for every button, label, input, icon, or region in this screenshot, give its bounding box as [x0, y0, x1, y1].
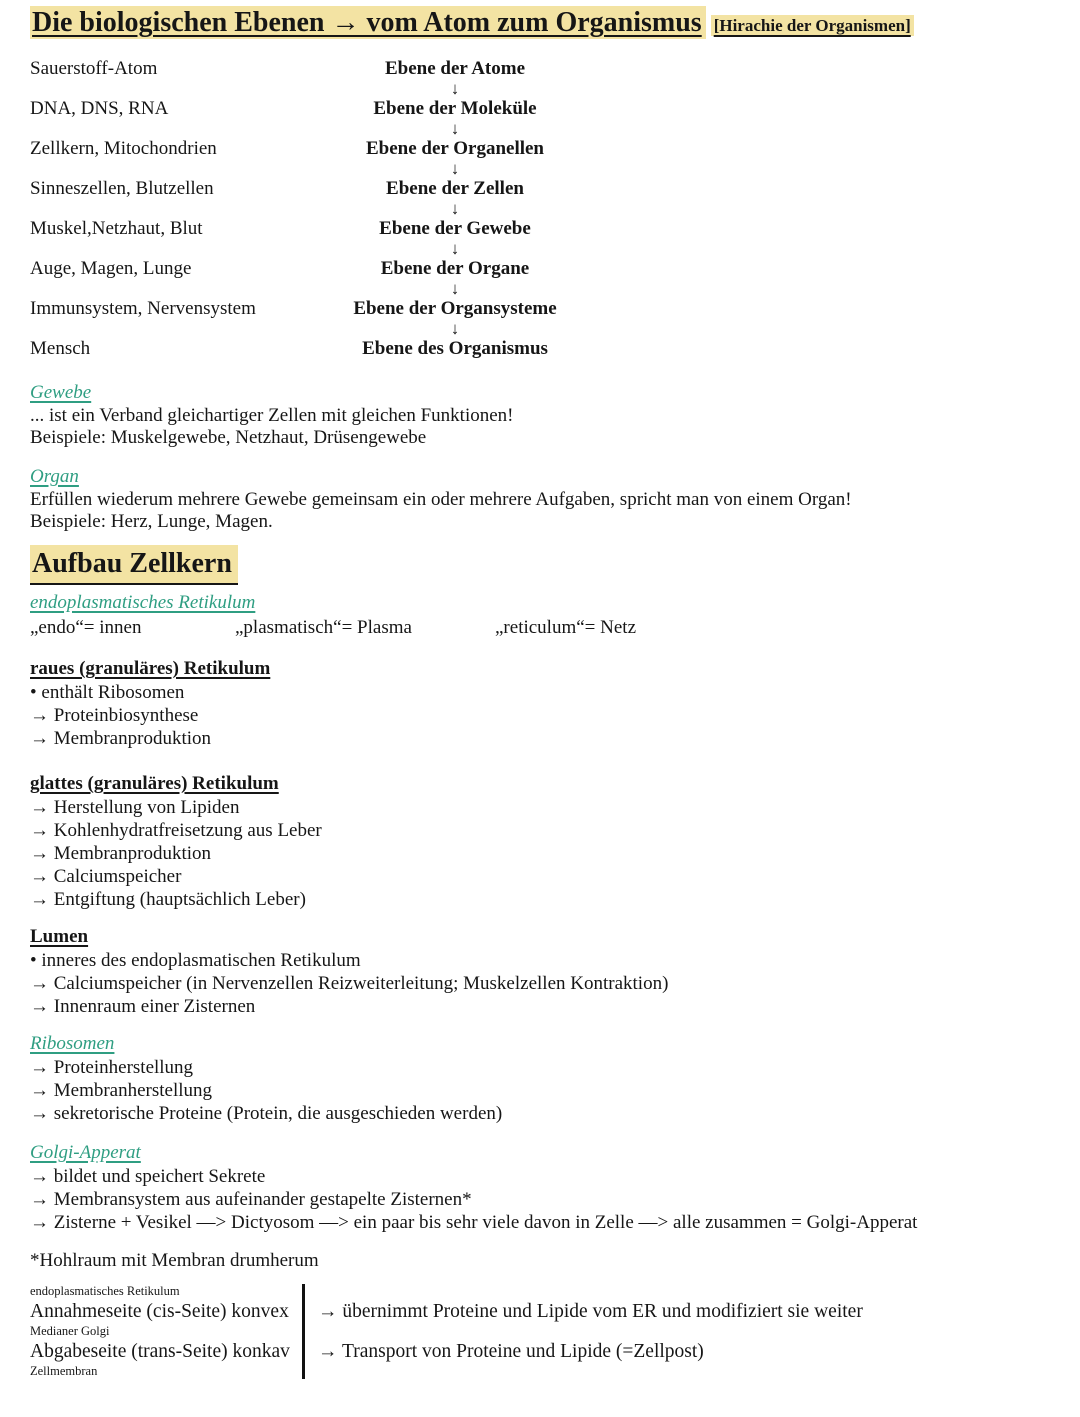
- hierarchy-level: Ebene der Organe: [380, 258, 530, 279]
- hierarchy-level: Ebene der Gewebe: [379, 218, 531, 239]
- section-heading-aufbau-zellkern: [30, 545, 1050, 585]
- down-arrow-icon: ↓: [450, 319, 460, 338]
- table-row: → übernimmt Proteine und Lipide vom ER und modifiziert sie weiter: [318, 1301, 863, 1322]
- down-arrow-icon: ↓: [450, 239, 460, 258]
- golgi-table-right-column: [305, 1284, 863, 1379]
- list-item: → Kohlenhydratfreisetzung aus Leber: [30, 820, 322, 841]
- table-row: → Transport von Proteine und Lipide (=Zellpost): [318, 1341, 704, 1362]
- spacer: [30, 239, 335, 258]
- section-heading-lumen: Lumen: [30, 926, 89, 947]
- golgi-table-left-column: [30, 1284, 302, 1379]
- section-heading-glattes: glattes (granuläres) Retikulum: [30, 773, 279, 794]
- page-title-note: [Hirachie der Organismen]: [711, 15, 914, 36]
- hierarchy-example: Muskel,Netzhaut, Blut: [30, 218, 203, 239]
- hierarchy-level: Ebene des Organismus: [362, 338, 548, 359]
- spacer: [30, 119, 335, 138]
- hierarchy-example: Zellkern, Mitochondrien: [30, 138, 217, 159]
- table-row: Annahmeseite (cis-Seite) konvex: [30, 1301, 289, 1322]
- list-item: → Zisterne + Vesikel —> Dictyosom —> ein paar bis sehr viele davon in Zelle —> alle zusammen = Golgi-Apperat: [30, 1212, 918, 1233]
- list-item: → Membransystem aus aufeinander gestapelte Zisternen*: [30, 1189, 472, 1210]
- list-item: → Membranproduktion: [30, 728, 212, 749]
- list-item: → Entgiftung (hauptsächlich Leber): [30, 889, 306, 910]
- spacer: [30, 79, 335, 98]
- hierarchy-example: Mensch: [30, 338, 91, 359]
- aufbau-zellkern-text: Aufbau Zellkern: [30, 545, 238, 585]
- list-item: → Herstellung von Lipiden: [30, 797, 240, 818]
- hierarchy-example: Sinneszellen, Blutzellen: [30, 178, 214, 199]
- page-title: [30, 5, 914, 44]
- hierarchy-level: Ebene der Organsysteme: [353, 298, 557, 319]
- hierarchy-level: Ebene der Organellen: [365, 138, 545, 159]
- list-item: → Proteinherstellung: [30, 1057, 194, 1078]
- section-heading-er: endoplasmatisches Retikulum: [30, 592, 256, 613]
- footnote: *Hohlraum mit Membran drumherum: [30, 1250, 319, 1271]
- hierarchy-example: Auge, Magen, Lunge: [30, 258, 192, 279]
- down-arrow-icon: ↓: [450, 119, 460, 138]
- gewebe-examples: Beispiele: Muskelgewebe, Netzhaut, Drüsengewebe: [30, 427, 427, 448]
- down-arrow-icon: ↓: [450, 159, 460, 178]
- organ-definition: Erfüllen wiederum mehrere Gewebe gemeinsam ein oder mehrere Aufgaben, spricht man von einem Organ!: [30, 489, 852, 510]
- spacer: [30, 159, 335, 178]
- section-heading-gewebe: Gewebe: [30, 382, 92, 403]
- list-item: → Innenraum einer Zisternen: [30, 996, 256, 1017]
- golgi-structure-table: [30, 1284, 1050, 1379]
- er-definitions-row: [30, 617, 1050, 639]
- hierarchy-example: Sauerstoff-Atom: [30, 58, 158, 79]
- list-item: • inneres des endoplasmatischen Retikulum: [30, 950, 361, 971]
- er-def-endo: „endo“= innen: [30, 617, 142, 638]
- hierarchy-level: Ebene der Atome: [384, 58, 526, 79]
- hierarchy-diagram: [30, 58, 1050, 359]
- table-row: Abgabeseite (trans-Seite) konkav: [30, 1341, 290, 1362]
- table-row: Zellmembran: [30, 1364, 98, 1378]
- section-heading-raues: raues (granuläres) Retikulum: [30, 658, 271, 679]
- gewebe-definition: ... ist ein Verband gleichartiger Zellen mit gleichen Funktionen!: [30, 405, 514, 426]
- er-def-reticulum: „reticulum“= Netz: [495, 617, 637, 638]
- section-heading-ribosomen: Ribosomen: [30, 1033, 115, 1054]
- down-arrow-icon: ↓: [450, 79, 460, 98]
- section-heading-organ: Organ: [30, 466, 79, 487]
- down-arrow-icon: ↓: [450, 279, 460, 298]
- list-item: → sekretorische Proteine (Protein, die ausgeschieden werden): [30, 1103, 503, 1124]
- table-row: Medianer Golgi: [30, 1324, 110, 1338]
- section-heading-golgi: Golgi-Apperat: [30, 1142, 141, 1163]
- list-item: → Calciumspeicher (in Nervenzellen Reizweiterleitung; Muskelzellen Kontraktion): [30, 973, 669, 994]
- spacer: [30, 279, 335, 298]
- hierarchy-example: DNA, DNS, RNA: [30, 98, 169, 119]
- spacer: [30, 199, 335, 218]
- list-item: → bildet und speichert Sekrete: [30, 1166, 266, 1187]
- hierarchy-level: Ebene der Zellen: [386, 178, 524, 199]
- list-item: → Membranproduktion: [30, 843, 212, 864]
- er-def-plasmatisch: „plasmatisch“= Plasma: [235, 617, 412, 638]
- down-arrow-icon: ↓: [450, 199, 460, 218]
- page-title-text: Die biologischen Ebenen → vom Atom zum Organismus: [30, 6, 706, 39]
- spacer: [30, 319, 335, 338]
- list-item: → Membranherstellung: [30, 1080, 213, 1101]
- list-item: → Proteinbiosynthese: [30, 705, 199, 726]
- organ-examples: Beispiele: Herz, Lunge, Magen.: [30, 511, 273, 532]
- list-item: • enthält Ribosomen: [30, 682, 185, 703]
- hierarchy-level: Ebene der Moleküle: [373, 98, 537, 119]
- list-item: → Calciumspeicher: [30, 866, 182, 887]
- table-row: endoplasmatisches Retikulum: [30, 1284, 180, 1298]
- hierarchy-example: Immunsystem, Nervensystem: [30, 298, 256, 319]
